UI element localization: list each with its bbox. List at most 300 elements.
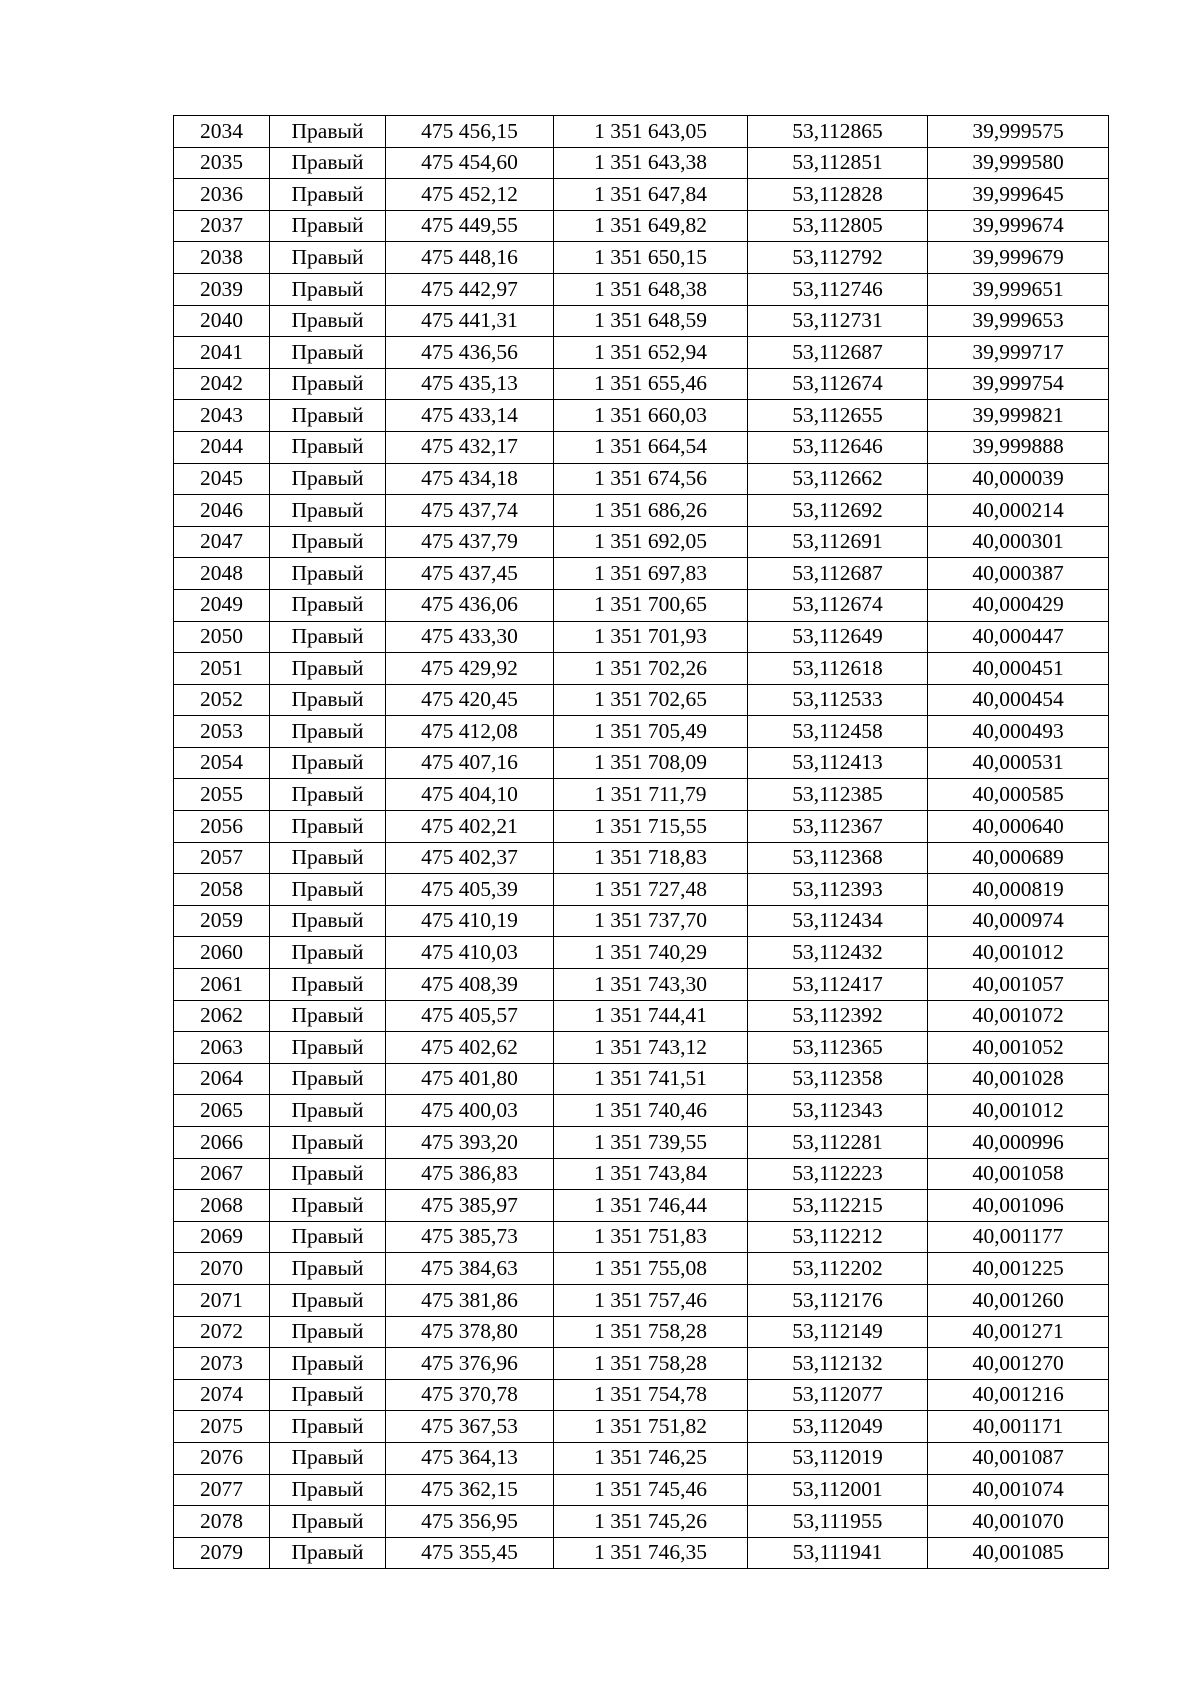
table-row — [174, 1537, 1109, 1569]
y-coordinate-cell: 1 351 648,59 — [554, 305, 748, 337]
coordinates-table — [173, 115, 1109, 1569]
point-number-cell: 2054 — [174, 747, 270, 779]
table-row — [174, 368, 1109, 400]
point-number-cell: 2052 — [174, 684, 270, 716]
table-row — [174, 1095, 1109, 1127]
longitude-cell: 40,000429 — [928, 589, 1109, 621]
side-cell: Правый — [270, 463, 386, 495]
y-coordinate-cell: 1 351 741,51 — [554, 1063, 748, 1095]
table-row — [174, 716, 1109, 748]
point-number-cell: 2035 — [174, 147, 270, 179]
x-coordinate-cell: 475 449,55 — [386, 210, 554, 242]
longitude-cell: 40,001171 — [928, 1411, 1109, 1443]
side-cell: Правый — [270, 1221, 386, 1253]
side-cell: Правый — [270, 779, 386, 811]
table-row — [174, 747, 1109, 779]
latitude-cell: 53,112746 — [748, 273, 928, 305]
point-number-cell: 2044 — [174, 431, 270, 463]
y-coordinate-cell: 1 351 740,29 — [554, 937, 748, 969]
longitude-cell: 39,999674 — [928, 210, 1109, 242]
latitude-cell: 53,112343 — [748, 1095, 928, 1127]
point-number-cell: 2048 — [174, 558, 270, 590]
longitude-cell: 40,000996 — [928, 1127, 1109, 1159]
y-coordinate-cell: 1 351 697,83 — [554, 558, 748, 590]
longitude-cell: 40,001052 — [928, 1032, 1109, 1064]
x-coordinate-cell: 475 402,21 — [386, 811, 554, 843]
side-cell: Правый — [270, 526, 386, 558]
point-number-cell: 2073 — [174, 1348, 270, 1380]
y-coordinate-cell: 1 351 758,28 — [554, 1316, 748, 1348]
y-coordinate-cell: 1 351 692,05 — [554, 526, 748, 558]
y-coordinate-cell: 1 351 674,56 — [554, 463, 748, 495]
y-coordinate-cell: 1 351 751,82 — [554, 1411, 748, 1443]
longitude-cell: 40,001028 — [928, 1063, 1109, 1095]
point-number-cell: 2059 — [174, 905, 270, 937]
latitude-cell: 53,112365 — [748, 1032, 928, 1064]
y-coordinate-cell: 1 351 758,28 — [554, 1348, 748, 1380]
longitude-cell: 40,001058 — [928, 1158, 1109, 1190]
point-number-cell: 2076 — [174, 1442, 270, 1474]
longitude-cell: 39,999679 — [928, 242, 1109, 274]
y-coordinate-cell: 1 351 755,08 — [554, 1253, 748, 1285]
y-coordinate-cell: 1 351 647,84 — [554, 179, 748, 211]
longitude-cell: 40,001177 — [928, 1221, 1109, 1253]
side-cell: Правый — [270, 1537, 386, 1569]
point-number-cell: 2041 — [174, 337, 270, 369]
longitude-cell: 40,001216 — [928, 1379, 1109, 1411]
table-row — [174, 273, 1109, 305]
side-cell: Правый — [270, 116, 386, 148]
table-row — [174, 463, 1109, 495]
side-cell: Правый — [270, 811, 386, 843]
point-number-cell: 2036 — [174, 179, 270, 211]
x-coordinate-cell: 475 441,31 — [386, 305, 554, 337]
x-coordinate-cell: 475 404,10 — [386, 779, 554, 811]
table-row — [174, 400, 1109, 432]
table-row — [174, 431, 1109, 463]
y-coordinate-cell: 1 351 745,46 — [554, 1474, 748, 1506]
x-coordinate-cell: 475 410,19 — [386, 905, 554, 937]
y-coordinate-cell: 1 351 743,12 — [554, 1032, 748, 1064]
y-coordinate-cell: 1 351 751,83 — [554, 1221, 748, 1253]
longitude-cell: 40,001087 — [928, 1442, 1109, 1474]
latitude-cell: 53,112646 — [748, 431, 928, 463]
latitude-cell: 53,112655 — [748, 400, 928, 432]
longitude-cell: 39,999888 — [928, 431, 1109, 463]
side-cell: Правый — [270, 1158, 386, 1190]
longitude-cell: 40,001057 — [928, 969, 1109, 1001]
longitude-cell: 40,000640 — [928, 811, 1109, 843]
y-coordinate-cell: 1 351 649,82 — [554, 210, 748, 242]
y-coordinate-cell: 1 351 686,26 — [554, 495, 748, 527]
longitude-cell: 39,999580 — [928, 147, 1109, 179]
point-number-cell: 2037 — [174, 210, 270, 242]
latitude-cell: 53,112731 — [748, 305, 928, 337]
latitude-cell: 53,112212 — [748, 1221, 928, 1253]
table-row — [174, 558, 1109, 590]
side-cell: Правый — [270, 1063, 386, 1095]
point-number-cell: 2045 — [174, 463, 270, 495]
x-coordinate-cell: 475 454,60 — [386, 147, 554, 179]
y-coordinate-cell: 1 351 746,25 — [554, 1442, 748, 1474]
x-coordinate-cell: 475 433,30 — [386, 621, 554, 653]
x-coordinate-cell: 475 378,80 — [386, 1316, 554, 1348]
longitude-cell: 40,000451 — [928, 653, 1109, 685]
table-row — [174, 937, 1109, 969]
latitude-cell: 53,112223 — [748, 1158, 928, 1190]
table-row — [174, 1127, 1109, 1159]
latitude-cell: 53,112385 — [748, 779, 928, 811]
longitude-cell: 40,000493 — [928, 716, 1109, 748]
latitude-cell: 53,112851 — [748, 147, 928, 179]
table-row — [174, 1474, 1109, 1506]
longitude-cell: 40,001096 — [928, 1190, 1109, 1222]
point-number-cell: 2047 — [174, 526, 270, 558]
table-row — [174, 1253, 1109, 1285]
y-coordinate-cell: 1 351 757,46 — [554, 1284, 748, 1316]
side-cell: Правый — [270, 969, 386, 1001]
table-row — [174, 116, 1109, 148]
y-coordinate-cell: 1 351 700,65 — [554, 589, 748, 621]
x-coordinate-cell: 475 381,86 — [386, 1284, 554, 1316]
point-number-cell: 2065 — [174, 1095, 270, 1127]
y-coordinate-cell: 1 351 643,05 — [554, 116, 748, 148]
y-coordinate-cell: 1 351 743,30 — [554, 969, 748, 1001]
x-coordinate-cell: 475 420,45 — [386, 684, 554, 716]
longitude-cell: 40,001072 — [928, 1000, 1109, 1032]
y-coordinate-cell: 1 351 746,44 — [554, 1190, 748, 1222]
latitude-cell: 53,112417 — [748, 969, 928, 1001]
x-coordinate-cell: 475 407,16 — [386, 747, 554, 779]
y-coordinate-cell: 1 351 652,94 — [554, 337, 748, 369]
latitude-cell: 53,112077 — [748, 1379, 928, 1411]
side-cell: Правый — [270, 1000, 386, 1032]
side-cell: Правый — [270, 1253, 386, 1285]
table-row — [174, 526, 1109, 558]
table-row — [174, 905, 1109, 937]
longitude-cell: 40,001074 — [928, 1474, 1109, 1506]
table-row — [174, 210, 1109, 242]
point-number-cell: 2068 — [174, 1190, 270, 1222]
table-row — [174, 1221, 1109, 1253]
x-coordinate-cell: 475 408,39 — [386, 969, 554, 1001]
side-cell: Правый — [270, 1348, 386, 1380]
point-number-cell: 2060 — [174, 937, 270, 969]
latitude-cell: 53,112215 — [748, 1190, 928, 1222]
point-number-cell: 2069 — [174, 1221, 270, 1253]
x-coordinate-cell: 475 433,14 — [386, 400, 554, 432]
side-cell: Правый — [270, 179, 386, 211]
x-coordinate-cell: 475 356,95 — [386, 1506, 554, 1538]
x-coordinate-cell: 475 405,57 — [386, 1000, 554, 1032]
side-cell: Правый — [270, 337, 386, 369]
longitude-cell: 40,001012 — [928, 937, 1109, 969]
longitude-cell: 40,001271 — [928, 1316, 1109, 1348]
latitude-cell: 53,112865 — [748, 116, 928, 148]
table-row — [174, 1348, 1109, 1380]
point-number-cell: 2038 — [174, 242, 270, 274]
latitude-cell: 53,112533 — [748, 684, 928, 716]
side-cell: Правый — [270, 1032, 386, 1064]
point-number-cell: 2050 — [174, 621, 270, 653]
side-cell: Правый — [270, 1127, 386, 1159]
latitude-cell: 53,112368 — [748, 842, 928, 874]
side-cell: Правый — [270, 273, 386, 305]
side-cell: Правый — [270, 305, 386, 337]
x-coordinate-cell: 475 429,92 — [386, 653, 554, 685]
table-row — [174, 969, 1109, 1001]
x-coordinate-cell: 475 456,15 — [386, 116, 554, 148]
side-cell: Правый — [270, 210, 386, 242]
side-cell: Правый — [270, 747, 386, 779]
latitude-cell: 53,112358 — [748, 1063, 928, 1095]
side-cell: Правый — [270, 1442, 386, 1474]
longitude-cell: 40,001085 — [928, 1537, 1109, 1569]
point-number-cell: 2061 — [174, 969, 270, 1001]
side-cell: Правый — [270, 842, 386, 874]
table-row — [174, 653, 1109, 685]
x-coordinate-cell: 475 367,53 — [386, 1411, 554, 1443]
longitude-cell: 40,000819 — [928, 874, 1109, 906]
x-coordinate-cell: 475 437,45 — [386, 558, 554, 590]
side-cell: Правый — [270, 937, 386, 969]
longitude-cell: 40,000447 — [928, 621, 1109, 653]
side-cell: Правый — [270, 431, 386, 463]
table-row — [174, 242, 1109, 274]
latitude-cell: 53,112674 — [748, 368, 928, 400]
latitude-cell: 53,112281 — [748, 1127, 928, 1159]
point-number-cell: 2063 — [174, 1032, 270, 1064]
y-coordinate-cell: 1 351 718,83 — [554, 842, 748, 874]
side-cell: Правый — [270, 1379, 386, 1411]
side-cell: Правый — [270, 495, 386, 527]
point-number-cell: 2078 — [174, 1506, 270, 1538]
x-coordinate-cell: 475 386,83 — [386, 1158, 554, 1190]
longitude-cell: 40,001270 — [928, 1348, 1109, 1380]
side-cell: Правый — [270, 1506, 386, 1538]
latitude-cell: 53,112202 — [748, 1253, 928, 1285]
side-cell: Правый — [270, 558, 386, 590]
side-cell: Правый — [270, 1411, 386, 1443]
y-coordinate-cell: 1 351 701,93 — [554, 621, 748, 653]
longitude-cell: 40,000585 — [928, 779, 1109, 811]
point-number-cell: 2055 — [174, 779, 270, 811]
x-coordinate-cell: 475 432,17 — [386, 431, 554, 463]
side-cell: Правый — [270, 589, 386, 621]
table-row — [174, 621, 1109, 653]
side-cell: Правый — [270, 1316, 386, 1348]
table-row — [174, 179, 1109, 211]
table-row — [174, 147, 1109, 179]
point-number-cell: 2056 — [174, 811, 270, 843]
y-coordinate-cell: 1 351 702,65 — [554, 684, 748, 716]
table-row — [174, 1032, 1109, 1064]
x-coordinate-cell: 475 434,18 — [386, 463, 554, 495]
side-cell: Правый — [270, 905, 386, 937]
latitude-cell: 53,112828 — [748, 179, 928, 211]
side-cell: Правый — [270, 874, 386, 906]
point-number-cell: 2070 — [174, 1253, 270, 1285]
point-number-cell: 2064 — [174, 1063, 270, 1095]
longitude-cell: 40,000454 — [928, 684, 1109, 716]
latitude-cell: 53,112049 — [748, 1411, 928, 1443]
longitude-cell: 40,001260 — [928, 1284, 1109, 1316]
point-number-cell: 2039 — [174, 273, 270, 305]
latitude-cell: 53,112692 — [748, 495, 928, 527]
table-row — [174, 337, 1109, 369]
latitude-cell: 53,112149 — [748, 1316, 928, 1348]
y-coordinate-cell: 1 351 740,46 — [554, 1095, 748, 1127]
table-row — [174, 1379, 1109, 1411]
latitude-cell: 53,112649 — [748, 621, 928, 653]
x-coordinate-cell: 475 436,56 — [386, 337, 554, 369]
longitude-cell: 39,999645 — [928, 179, 1109, 211]
latitude-cell: 53,112687 — [748, 337, 928, 369]
point-number-cell: 2040 — [174, 305, 270, 337]
latitude-cell: 53,112019 — [748, 1442, 928, 1474]
x-coordinate-cell: 475 376,96 — [386, 1348, 554, 1380]
table-row — [174, 1190, 1109, 1222]
table-row — [174, 305, 1109, 337]
x-coordinate-cell: 475 393,20 — [386, 1127, 554, 1159]
latitude-cell: 53,112674 — [748, 589, 928, 621]
latitude-cell: 53,112458 — [748, 716, 928, 748]
y-coordinate-cell: 1 351 648,38 — [554, 273, 748, 305]
y-coordinate-cell: 1 351 743,84 — [554, 1158, 748, 1190]
x-coordinate-cell: 475 355,45 — [386, 1537, 554, 1569]
table-row — [174, 1284, 1109, 1316]
x-coordinate-cell: 475 405,39 — [386, 874, 554, 906]
point-number-cell: 2075 — [174, 1411, 270, 1443]
y-coordinate-cell: 1 351 655,46 — [554, 368, 748, 400]
latitude-cell: 53,112392 — [748, 1000, 928, 1032]
longitude-cell: 40,001225 — [928, 1253, 1109, 1285]
point-number-cell: 2046 — [174, 495, 270, 527]
x-coordinate-cell: 475 385,97 — [386, 1190, 554, 1222]
y-coordinate-cell: 1 351 744,41 — [554, 1000, 748, 1032]
y-coordinate-cell: 1 351 708,09 — [554, 747, 748, 779]
side-cell: Правый — [270, 242, 386, 274]
table-row — [174, 1442, 1109, 1474]
point-number-cell: 2051 — [174, 653, 270, 685]
side-cell: Правый — [270, 653, 386, 685]
x-coordinate-cell: 475 400,03 — [386, 1095, 554, 1127]
side-cell: Правый — [270, 621, 386, 653]
longitude-cell: 40,000387 — [928, 558, 1109, 590]
table-row — [174, 874, 1109, 906]
y-coordinate-cell: 1 351 727,48 — [554, 874, 748, 906]
latitude-cell: 53,112805 — [748, 210, 928, 242]
x-coordinate-cell: 475 437,74 — [386, 495, 554, 527]
point-number-cell: 2049 — [174, 589, 270, 621]
x-coordinate-cell: 475 435,13 — [386, 368, 554, 400]
x-coordinate-cell: 475 412,08 — [386, 716, 554, 748]
table-row — [174, 811, 1109, 843]
x-coordinate-cell: 475 402,37 — [386, 842, 554, 874]
longitude-cell: 39,999653 — [928, 305, 1109, 337]
x-coordinate-cell: 475 436,06 — [386, 589, 554, 621]
longitude-cell: 39,999717 — [928, 337, 1109, 369]
y-coordinate-cell: 1 351 746,35 — [554, 1537, 748, 1569]
x-coordinate-cell: 475 452,12 — [386, 179, 554, 211]
table-row — [174, 1316, 1109, 1348]
table-row — [174, 1506, 1109, 1538]
y-coordinate-cell: 1 351 745,26 — [554, 1506, 748, 1538]
side-cell: Правый — [270, 400, 386, 432]
latitude-cell: 53,112687 — [748, 558, 928, 590]
x-coordinate-cell: 475 410,03 — [386, 937, 554, 969]
longitude-cell: 40,000531 — [928, 747, 1109, 779]
longitude-cell: 40,000689 — [928, 842, 1109, 874]
x-coordinate-cell: 475 448,16 — [386, 242, 554, 274]
point-number-cell: 2074 — [174, 1379, 270, 1411]
x-coordinate-cell: 475 442,97 — [386, 273, 554, 305]
side-cell: Правый — [270, 368, 386, 400]
table-row — [174, 1000, 1109, 1032]
latitude-cell: 53,112132 — [748, 1348, 928, 1380]
y-coordinate-cell: 1 351 705,49 — [554, 716, 748, 748]
table-row — [174, 1411, 1109, 1443]
point-number-cell: 2057 — [174, 842, 270, 874]
point-number-cell: 2067 — [174, 1158, 270, 1190]
latitude-cell: 53,112792 — [748, 242, 928, 274]
longitude-cell: 40,000214 — [928, 495, 1109, 527]
table-row — [174, 1063, 1109, 1095]
point-number-cell: 2058 — [174, 874, 270, 906]
y-coordinate-cell: 1 351 715,55 — [554, 811, 748, 843]
side-cell: Правый — [270, 1095, 386, 1127]
coordinates-table-body — [174, 116, 1109, 1569]
x-coordinate-cell: 475 384,63 — [386, 1253, 554, 1285]
y-coordinate-cell: 1 351 739,55 — [554, 1127, 748, 1159]
point-number-cell: 2043 — [174, 400, 270, 432]
longitude-cell: 40,000974 — [928, 905, 1109, 937]
latitude-cell: 53,112618 — [748, 653, 928, 685]
latitude-cell: 53,112432 — [748, 937, 928, 969]
point-number-cell: 2071 — [174, 1284, 270, 1316]
side-cell: Правый — [270, 1190, 386, 1222]
latitude-cell: 53,112691 — [748, 526, 928, 558]
latitude-cell: 53,112393 — [748, 874, 928, 906]
longitude-cell: 39,999821 — [928, 400, 1109, 432]
x-coordinate-cell: 475 437,79 — [386, 526, 554, 558]
point-number-cell: 2072 — [174, 1316, 270, 1348]
point-number-cell: 2062 — [174, 1000, 270, 1032]
side-cell: Правый — [270, 1284, 386, 1316]
y-coordinate-cell: 1 351 702,26 — [554, 653, 748, 685]
x-coordinate-cell: 475 362,15 — [386, 1474, 554, 1506]
latitude-cell: 53,112176 — [748, 1284, 928, 1316]
longitude-cell: 40,000039 — [928, 463, 1109, 495]
y-coordinate-cell: 1 351 711,79 — [554, 779, 748, 811]
point-number-cell: 2053 — [174, 716, 270, 748]
longitude-cell: 40,000301 — [928, 526, 1109, 558]
longitude-cell: 40,001070 — [928, 1506, 1109, 1538]
latitude-cell: 53,111941 — [748, 1537, 928, 1569]
side-cell: Правый — [270, 147, 386, 179]
x-coordinate-cell: 475 385,73 — [386, 1221, 554, 1253]
point-number-cell: 2077 — [174, 1474, 270, 1506]
table-row — [174, 684, 1109, 716]
latitude-cell: 53,111955 — [748, 1506, 928, 1538]
table-row — [174, 1158, 1109, 1190]
table-row — [174, 495, 1109, 527]
latitude-cell: 53,112662 — [748, 463, 928, 495]
longitude-cell: 39,999651 — [928, 273, 1109, 305]
x-coordinate-cell: 475 401,80 — [386, 1063, 554, 1095]
table-row — [174, 779, 1109, 811]
longitude-cell: 39,999575 — [928, 116, 1109, 148]
